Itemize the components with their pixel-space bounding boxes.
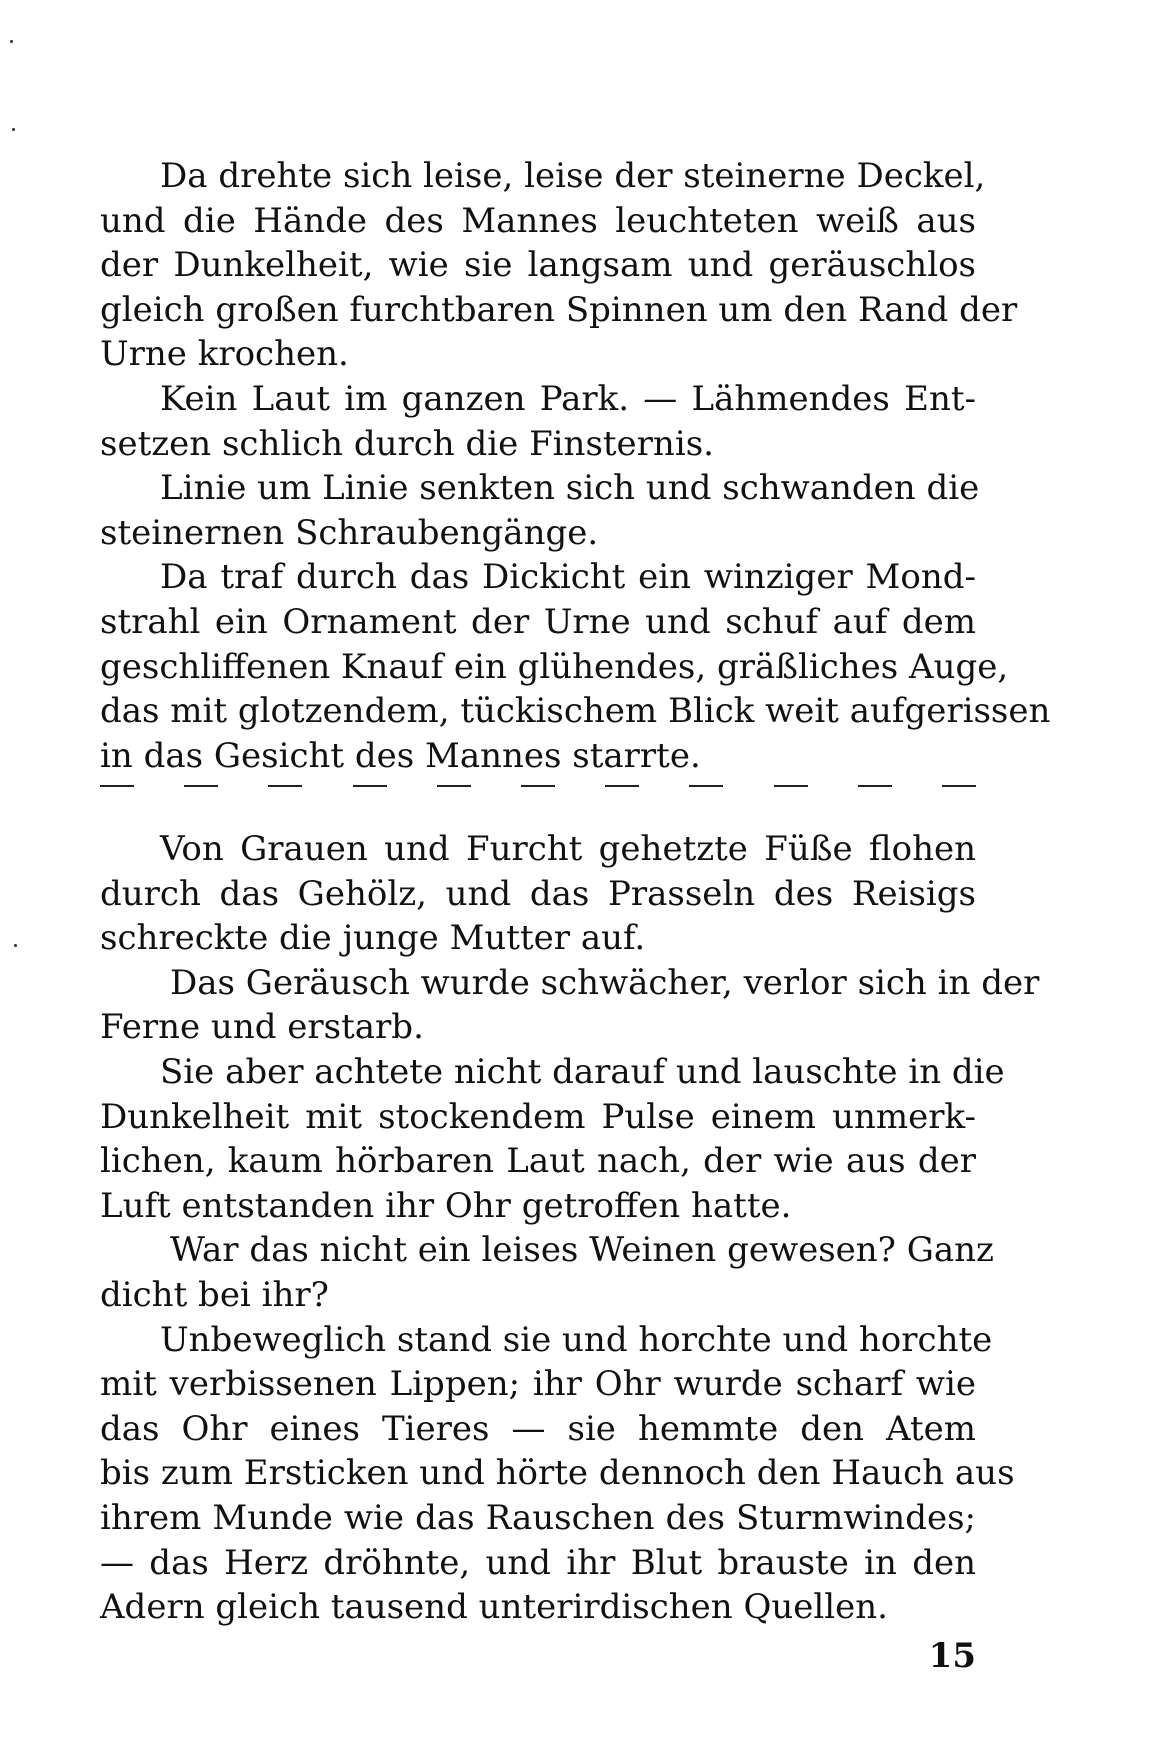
separator-dash bbox=[605, 785, 639, 787]
text-line: schreckte die junge Mutter auf. bbox=[100, 918, 646, 959]
text-line: Da traf durch das Dickicht ein winziger Mond- bbox=[160, 557, 976, 598]
separator-dash bbox=[774, 785, 808, 787]
text-line: Kein Laut im ganzen Park. — Lähmendes Ent- bbox=[160, 378, 976, 419]
text-line: Dunkelheit mit stockendem Pulse einem unmerk- bbox=[100, 1096, 976, 1137]
text-line: Von Grauen und Furcht gehetzte Füße flohen bbox=[160, 829, 976, 869]
text-line: Urne krochen. bbox=[100, 334, 349, 375]
separator-dash bbox=[184, 785, 218, 787]
scan-speck bbox=[10, 40, 13, 43]
text-line: setzen schlich durch die Finsternis. bbox=[100, 423, 714, 464]
separator-dash bbox=[858, 785, 892, 787]
text-line: Sie aber achtete nicht darauf und lauschte in die bbox=[160, 1051, 1005, 1092]
text-line: der Dunkelheit, wie sie langsam und geräuschlos bbox=[100, 245, 976, 286]
scan-speck bbox=[12, 128, 15, 131]
text-line: und die Hände des Mannes leuchteten weiß aus bbox=[100, 200, 976, 241]
text-line: gleich großen furchtbaren Spinnen um den Rand der bbox=[100, 289, 1018, 330]
text-line: Unbeweglich stand sie und horchte und horchte bbox=[160, 1319, 993, 1360]
section-separator bbox=[100, 785, 976, 787]
page-number: 15 bbox=[928, 1636, 976, 1676]
separator-dash bbox=[353, 785, 387, 787]
text-line: in das Gesicht des Mannes starrte. bbox=[100, 735, 701, 776]
text-line: geschliffenen Knauf ein glühendes, gräßliches Auge, bbox=[100, 646, 1009, 687]
text-line: Das Geräusch wurde schwächer, verlor sich in der bbox=[170, 962, 1040, 1003]
text-line: lichen, kaum hörbaren Laut nach, der wie aus der bbox=[100, 1141, 976, 1182]
text-line: Adern gleich tausend unterirdischen Quellen. bbox=[100, 1587, 888, 1628]
text-section-1 bbox=[100, 154, 1051, 778]
text-line: durch das Gehölz, und das Prasseln des Reisigs bbox=[100, 873, 976, 914]
separator-dash bbox=[437, 785, 471, 787]
text-line: dicht bei ihr? bbox=[100, 1274, 329, 1315]
text-line: mit verbissenen Lippen; ihr Ohr wurde scharf wie bbox=[100, 1364, 976, 1405]
text-line: Linie um Linie senkten sich und schwanden die bbox=[160, 468, 980, 509]
text-line: ihrem Munde wie das Rauschen des Sturmwindes; bbox=[100, 1497, 976, 1538]
text-line: — das Herz dröhnte, und ihr Blut brauste in den bbox=[100, 1542, 976, 1583]
text-line: steinernen Schraubengänge. bbox=[100, 512, 599, 553]
text-line: Ferne und erstarb. bbox=[100, 1007, 424, 1048]
text-section-2 bbox=[100, 827, 1040, 1630]
separator-dash bbox=[942, 785, 976, 787]
separator-dash bbox=[268, 785, 302, 787]
separator-dash bbox=[689, 785, 723, 787]
scan-speck bbox=[14, 944, 17, 947]
text-line: War das nicht ein leises Weinen gewesen? Ganz bbox=[170, 1230, 994, 1271]
text-line: Da drehte sich leise, leise der steinerne Deckel, bbox=[160, 156, 986, 196]
text-line: das mit glotzendem, tückischem Blick weit aufgerissen bbox=[100, 691, 1051, 732]
separator-dash bbox=[100, 785, 134, 787]
separator-dash bbox=[521, 785, 555, 787]
text-line: das Ohr eines Tieres — sie hemmte den Atem bbox=[100, 1408, 976, 1449]
text-line: bis zum Ersticken und hörte dennoch den Hauch aus bbox=[100, 1453, 1015, 1494]
text-line: Luft entstanden ihr Ohr getroffen hatte. bbox=[100, 1185, 792, 1226]
text-line: strahl ein Ornament der Urne und schuf auf dem bbox=[100, 601, 976, 642]
